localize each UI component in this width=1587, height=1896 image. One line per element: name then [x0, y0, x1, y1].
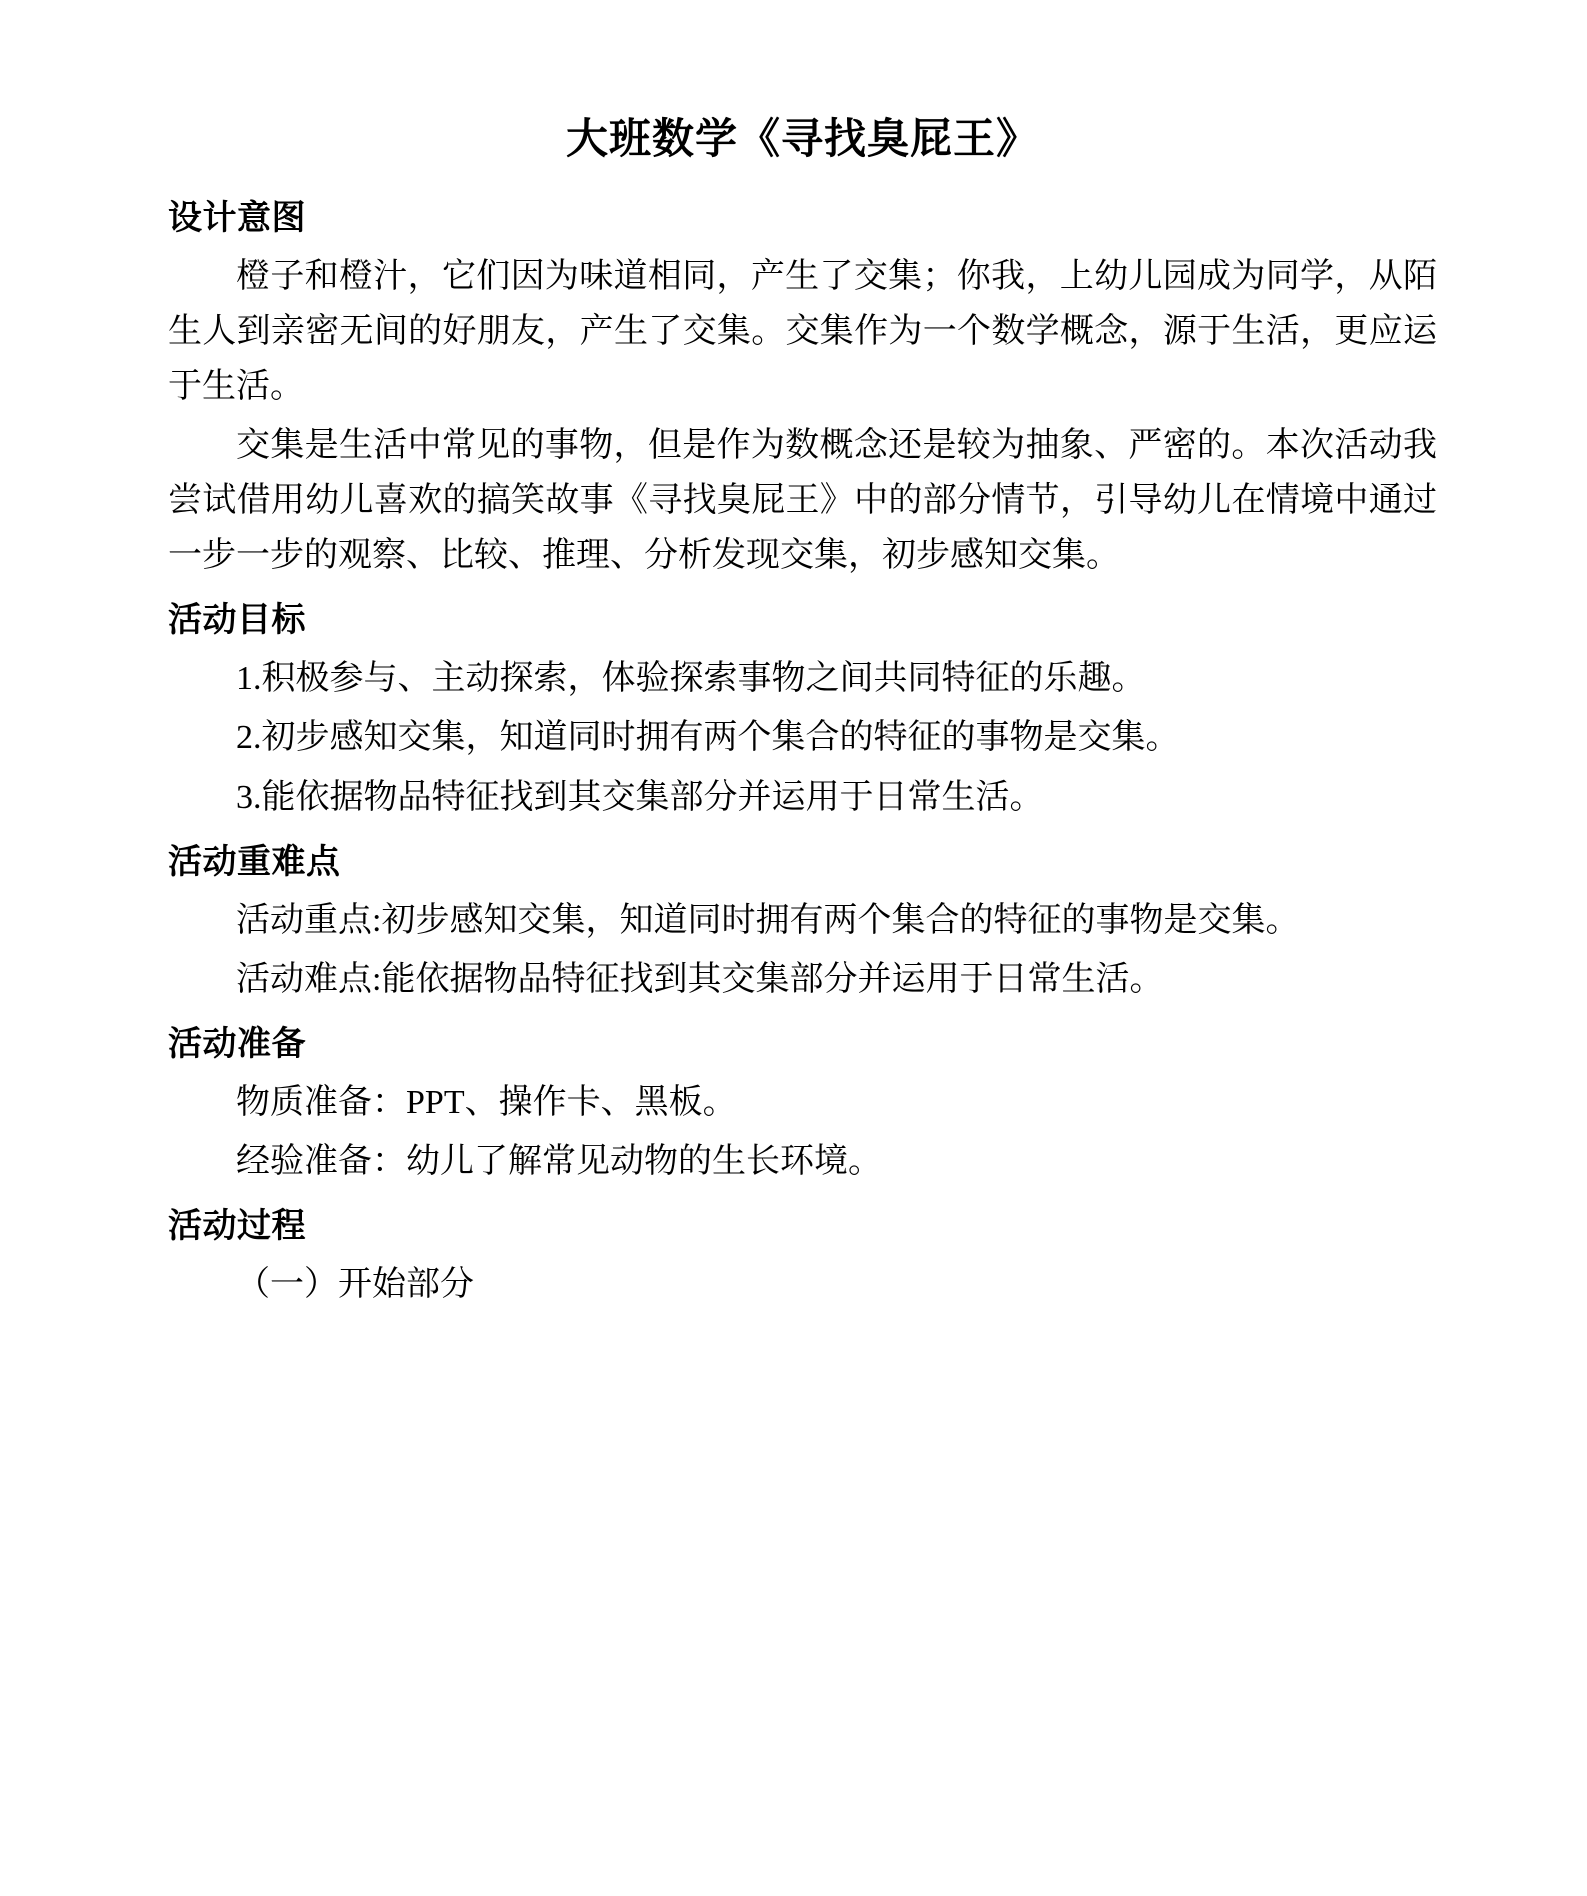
paragraph-design-intent-1: 橙子和橙汁，它们因为味道相同，产生了交集；你我，上幼儿园成为同学，从陌生人到亲密无间的好朋友，产生了交集。交集作为一个数学概念，源于生活，更应运于生活。 [168, 257, 1437, 405]
paragraph-experience-preparation: 经验准备：幼儿了解常见动物的生长环境。 [236, 1143, 882, 1181]
section-heading-activity-objectives: 活动目标 [168, 602, 306, 640]
list-item-objective-3: 3.能依据物品特征找到其交集部分并运用于日常生活。 [236, 778, 1044, 816]
paragraph-material-preparation: 物质准备：PPT、操作卡、黑板。 [236, 1084, 737, 1122]
paragraph-process-part-one: （一）开始部分 [236, 1266, 474, 1304]
section-heading-design-intent: 设计意图 [168, 199, 306, 237]
list-item-objective-2: 2.初步感知交集，知道同时拥有两个集合的特征的事物是交集。 [236, 719, 1180, 757]
section-heading-activity-preparation: 活动准备 [168, 1025, 306, 1063]
section-heading-key-difficulties: 活动重难点 [168, 843, 341, 881]
paragraph-difficult-point: 活动难点:能依据物品特征找到其交集部分并运用于日常生活。 [236, 960, 1164, 998]
list-item-objective-1: 1.积极参与、主动探索，体验探索事物之间共同特征的乐趣。 [236, 660, 1146, 698]
paragraph-design-intent-2: 交集是生活中常见的事物，但是作为数概念还是较为抽象、严密的。本次活动我尝试借用幼儿喜欢的搞笑故事《寻找臭屁王》中的部分情节，引导幼儿在情境中通过一步一步的观察、比较、推理、分析发现交集，初步感知交集。 [168, 426, 1437, 575]
document-title: 大班数学《寻找臭屁王》 [565, 117, 1039, 163]
section-heading-activity-process: 活动过程 [168, 1208, 306, 1246]
paragraph-key-point: 活动重点:初步感知交集，知道同时拥有两个集合的特征的事物是交集。 [236, 901, 1300, 939]
